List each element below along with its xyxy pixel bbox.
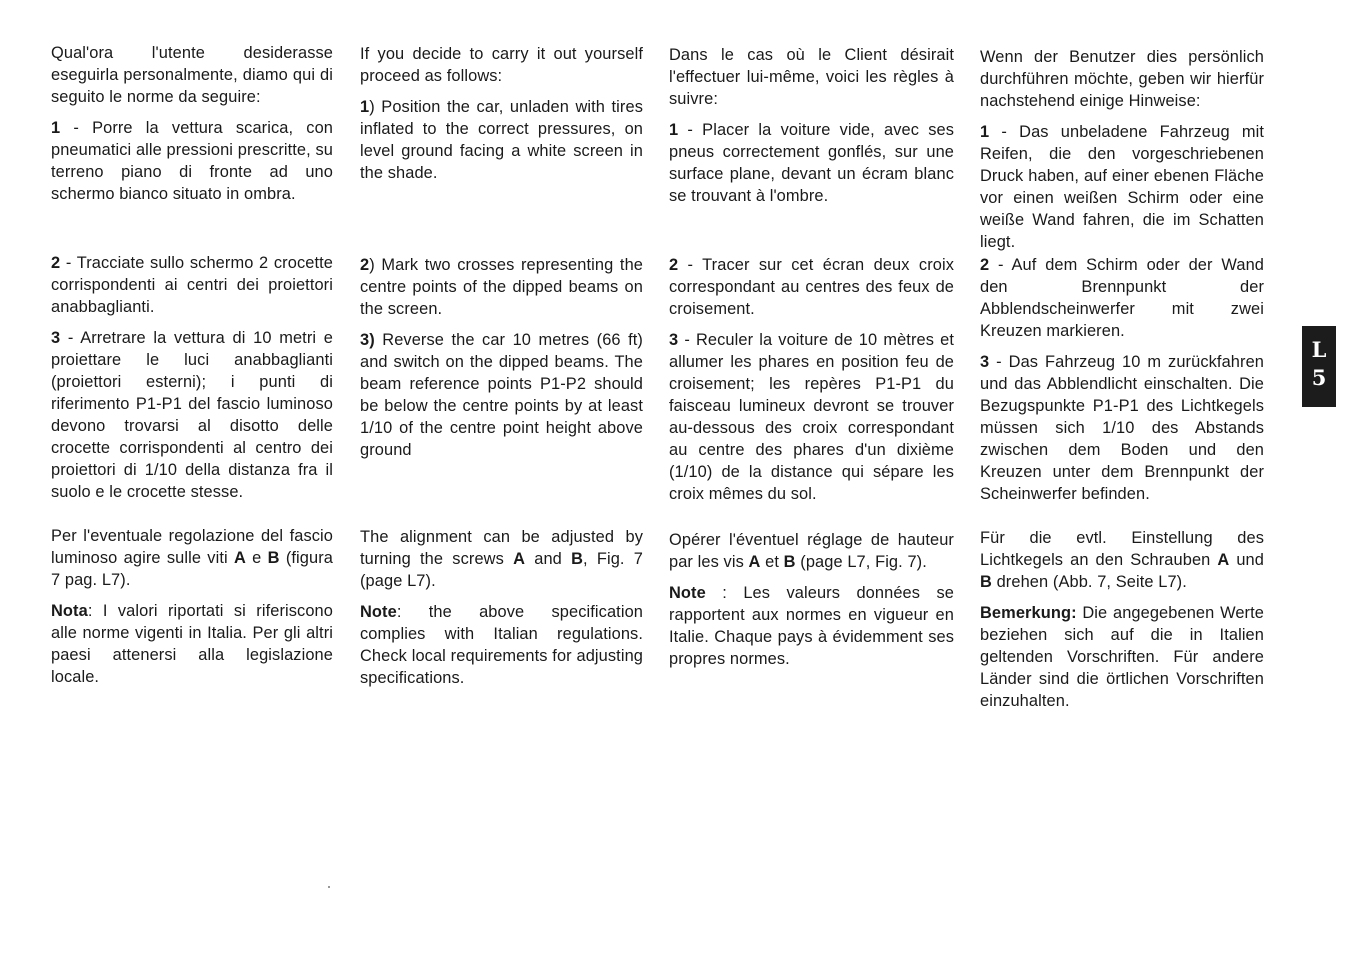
adjust-paragraph: Opérer l'éventuel réglage de hauteur par les vis A et B (page L7, Fig. 7). xyxy=(669,531,954,571)
step-number: 2 xyxy=(360,256,370,274)
note-label: Note xyxy=(669,584,706,602)
section-tab-l5 xyxy=(1302,326,1336,407)
intro-paragraph: Qual'ora l'utente desiderasse eseguirla personalmente, diamo qui di seguito le norme da seguire: xyxy=(51,44,333,106)
section-steps-2-3 xyxy=(980,254,1264,505)
section-adjust-note xyxy=(360,526,643,689)
step-3: 3 - Reculer la voiture de 10 mètres et allumer les phares en position feu de croisement; les repères P1-P1 du faisceau lumineux devront se trouver au-dessous des croix correspondant au centre des phares d'un dixième (1/10) de la distance qui sépare les croix mêmes du sol. xyxy=(669,331,954,503)
note-label: Bemerkung: xyxy=(980,604,1077,622)
screw-a-label: A xyxy=(513,550,526,568)
section-intro-steps xyxy=(360,43,643,184)
note-paragraph: Nota: I valori riportati si riferiscono alle norme vigenti in Italia. Per gli altri paesi attenersi alla legislazione locale. xyxy=(51,602,333,686)
intro-paragraph: Wenn der Benutzer dies persönlich durchführen möchte, geben wir hierfür nachstehend einige Hinweise: xyxy=(980,48,1264,110)
section-intro-steps xyxy=(669,44,954,207)
step-number: 2 xyxy=(980,256,990,274)
adjust-paragraph: Per l'eventuale regolazione del fascio luminoso agire sulle viti A e B (figura 7 pag. L7). xyxy=(51,527,333,589)
step-1: 1 - Placer la voiture vide, avec ses pneus correctement gonflés, sur une surface plane, devant un écram blanc se trouvant à l'ombre. xyxy=(669,121,954,205)
step-1: 1) Position the car, unladen with tires inflated to the correct pressures, on level ground facing a white screen in the shade. xyxy=(360,98,643,182)
step-2: 2) Mark two crosses representing the centre points of the dipped beams on the screen. xyxy=(360,256,643,318)
step-number: 2 xyxy=(51,254,61,272)
step-2: 2 - Tracciate sullo schermo 2 crocette corrispondenti ai centri dei proiettori anabbaglianti. xyxy=(51,254,333,316)
step-number: 2 xyxy=(669,256,679,274)
section-tab-letter: L xyxy=(1311,337,1327,362)
section-adjust-note xyxy=(51,525,333,688)
screw-a-label: A xyxy=(1217,551,1230,569)
step-number: 1 xyxy=(669,121,679,139)
step-3: 3 - Das Fahrzeug 10 m zurückfahren und das Abblendlicht einschalten. Die Bezugspunkte P1-P1 des Lichtkegels müssen sich 1/10 des Abstands zwischen dem Boden und den Kreuzen unter dem Brennpunkt der Scheinwerfer befinden. xyxy=(980,353,1264,503)
screw-b-label: B xyxy=(267,549,280,567)
note-label: Note xyxy=(360,603,397,621)
step-number: 3 xyxy=(980,353,990,371)
step-number: 1 xyxy=(980,123,990,141)
step-1: 1 - Porre la vettura scarica, con pneumatici alle pressioni prescritte, su terreno piano di fronte ad uno schermo bianco situato in ombra. xyxy=(51,119,333,203)
note-paragraph: Bemerkung: Die angegebenen Werte beziehen sich auf die in Italien geltenden Vorschriften. Für andere Länder sind die örtlichen Vorschriften einzuhalten. xyxy=(980,604,1264,710)
adjust-paragraph: The alignment can be adjusted by turning the screws A and B, Fig. 7 (page L7). xyxy=(360,528,643,590)
section-steps-2-3 xyxy=(360,254,643,461)
step-1: 1 - Das unbeladene Fahrzeug mit Reifen, die den vorgeschriebenen Druck haben, auf einer ebenen Fläche vor einen weißen Schirm oder eine weiße Wand fahren, die im Schatten liegt. xyxy=(980,123,1264,251)
adjust-paragraph: Für die evtl. Einstellung des Lichtkegels an den Schrauben A und B drehen (Abb. 7, Seite L7). xyxy=(980,529,1264,591)
screw-b-label: B xyxy=(783,553,796,571)
intro-paragraph: If you decide to carry it out yourself proceed as follows: xyxy=(360,45,643,85)
step-3: 3) Reverse the car 10 metres (66 ft) and switch on the dipped beams. The beam reference points P1-P2 should be below the centre points by at least 1/10 of the centre point height above ground xyxy=(360,331,643,459)
scan-speck xyxy=(328,886,330,888)
note-paragraph: Note : Les valeurs données se rapportent aux normes en vigueur en Italie. Chaque pays à évidemment ses propres normes. xyxy=(669,584,954,668)
screw-a-label: A xyxy=(748,553,761,571)
section-steps-2-3 xyxy=(669,254,954,505)
note-paragraph: Note: the above specification complies with Italian regulations. Check local requirements for adjusting specifications. xyxy=(360,603,643,687)
note-label: Nota xyxy=(51,602,88,620)
section-adjust-note xyxy=(669,529,954,670)
section-intro-steps xyxy=(51,42,333,205)
section-tab-number: 5 xyxy=(1311,365,1327,390)
intro-paragraph: Dans le cas où le Client désirait l'effectuer lui-même, voici les règles à suivre: xyxy=(669,46,954,108)
step-number: 1 xyxy=(51,119,61,137)
section-steps-2-3 xyxy=(51,252,333,503)
step-2: 2 - Tracer sur cet écran deux croix correspondant au centres des feux de croisement. xyxy=(669,256,954,318)
screw-a-label: A xyxy=(233,549,246,567)
step-3: 3 - Arretrare la vettura di 10 metri e proiettare le luci anabbaglianti (proiettori esterni); i punti di riferimento P1-P1 del fascio luminoso devono trovarsi al disotto delle crocette corrispondenti al centro dei proiettori di 1/10 della distanza fra il suolo e le crocette stesse. xyxy=(51,329,333,501)
step-number: 3 xyxy=(669,331,679,349)
step-number: 1 xyxy=(360,98,370,116)
section-intro-steps xyxy=(980,46,1264,253)
step-number: 3 xyxy=(51,329,61,347)
step-number: 3) xyxy=(360,331,375,349)
section-adjust-note xyxy=(980,527,1264,712)
screw-b-label: B xyxy=(571,550,584,568)
step-2: 2 - Auf dem Schirm oder der Wand den Brennpunkt der Abblendscheinwerfer mit zwei Kreuzen markieren. xyxy=(980,256,1264,340)
screw-b-label: B xyxy=(980,573,992,591)
